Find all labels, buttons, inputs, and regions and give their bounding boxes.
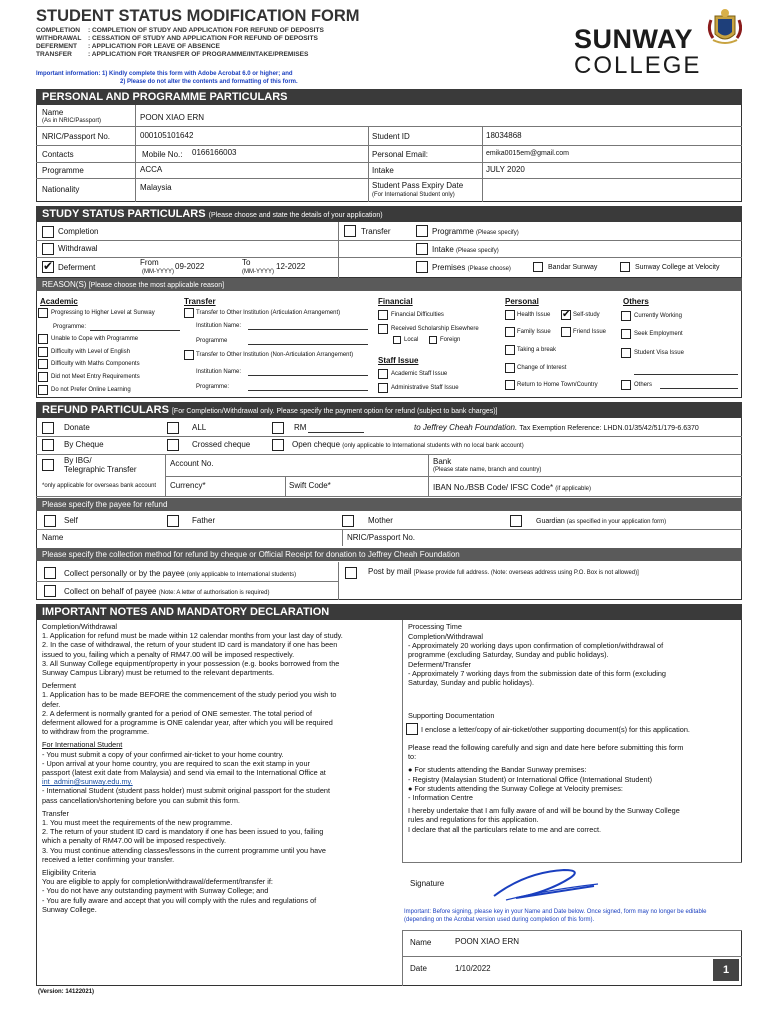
note-line: to withdraw from the programme. [42,727,150,737]
open-cheque-note: (only applicable to International students with no local bank account) [342,443,524,449]
staff-reason-2: Administrative Staff Issue [391,385,459,391]
programme-label-1: Programme [196,338,228,344]
intake-text: Intake [432,245,454,254]
note-line: 1. Application for refund must be made within 12 calendar months from your last day of study. [42,631,343,641]
friend-label: Friend Issue [573,329,607,335]
academic-checkbox-3[interactable] [38,347,48,357]
note-line: Saturday, Sunday and public holidays). [408,678,535,688]
employment-label: Seek Employment [634,331,683,337]
study-heading-note: (Please choose and state the details of your application) [208,212,383,219]
processing-title: Processing Time [408,622,462,631]
notes-heading: IMPORTANT NOTES AND MANDATORY DECLARATION [36,604,742,620]
employment-checkbox[interactable] [621,329,631,339]
signature-label: Signature [410,879,445,888]
all-checkbox[interactable] [167,422,179,434]
from-label: From [140,258,159,267]
note-heading: Eligibility Criteria [42,868,96,878]
interest-label: Change of Interest [517,365,567,371]
form-title: STUDENT STATUS MODIFICATION FORM [36,7,360,25]
reasons-heading-title: REASON(S) [42,280,87,289]
institution-label-1: Institution Name: [196,323,242,329]
academic-title: Academic [40,297,78,306]
guardian-checkbox[interactable] [510,515,522,527]
nationality-label: Nationality [42,185,80,194]
note-line: passport (latest exit date from Malaysia) and send via email to the International Office at [42,768,326,778]
definition-desc: : APPLICATION FOR LEAVE OF ABSENCE [88,43,220,50]
definition-term: DEFERMENT [36,43,78,50]
visa-label: Student Visa Issue [634,350,684,356]
health-checkbox[interactable] [505,310,515,320]
note-line: defer. [42,699,61,709]
logo-sunway: SUNWAY [574,24,694,54]
note-line: - You must submit a copy of your confirmed air-ticket to your home country. [42,749,284,759]
staff-title: Staff Issue [378,356,419,365]
from-field[interactable]: 09-2022 [175,262,205,271]
collect-behalf-note: (Note: A letter of authorisation is required) [158,590,270,596]
signature-important-1: Important: Before signing, please key in your Name and Date below. Once signed, form may no longer be editable [404,909,707,915]
bank-note: (Please state name, branch and country) [433,467,542,473]
academic-reason-4: Difficulty with Maths Components [51,361,140,367]
programme-label: Programme [42,166,84,175]
donate-checkbox[interactable] [42,422,54,434]
foundation-name: Jeffrey Cheah Foundation. [422,423,518,432]
crossed-cheque-checkbox[interactable] [167,439,179,451]
local-label: Local [404,337,419,343]
currency-label: Currency* [170,481,206,490]
transfer-checkbox[interactable] [344,225,356,237]
ibg-label-2: Telegraphic Transfer [64,465,137,474]
bandar-sunway-label: Bandar Sunway [548,264,598,271]
refund-heading-note: [For Completion/Withdrawal only. Please specify the payment option for refund (subject to bank charges)] [171,408,498,415]
transfer-programme-label [432,227,519,237]
note-heading: Completion/Withdrawal [42,622,118,631]
note-line: - You are fully aware and accept that you will comply with the rules and regulations of [42,895,317,905]
financial-reason-1: Financial Difficulties [391,312,444,318]
note-line: Sunway College. [42,904,97,914]
transfer-premises-label [432,263,511,273]
note-line: 3. All Sunway College equipment/property in your possession (e.g. books borrowed from the [42,658,340,668]
note-line: - Information Centre [408,793,473,803]
interest-checkbox[interactable] [505,363,515,373]
email-field[interactable]: emika0015em@gmail.com [486,150,569,157]
intake-checkbox[interactable] [416,243,428,255]
notes-left-column [42,622,398,914]
visa-checkbox[interactable] [621,348,631,358]
logo-college: COLLEGE [574,52,702,79]
hometown-label: Return to Home Town/Country [517,382,598,388]
collect-behalf-checkbox[interactable] [44,585,56,597]
academic-checkbox-1[interactable] [38,308,48,318]
academic-reason-5: Did not Meet Entry Requirements [51,374,140,380]
staff-checkbox-2[interactable] [378,383,388,393]
academic-programme-label: Programme: [53,324,87,330]
tax-reference: Tax Exemption Reference: LHDN.01/35/42/51/179-6.6370 [519,425,699,432]
mobile-label: Mobile No.: [142,150,183,159]
pass-expiry-sub: (For International Student only) [372,192,455,198]
supporting-label: I enclose a letter/copy of air-ticket/other supporting document(s) for this application. [421,725,690,734]
programme-text: Programme [432,227,474,236]
supporting-checkbox[interactable] [406,723,418,735]
collect-behalf-label [64,587,269,597]
note-line: 1. You must meet the requirements of the new programme. [42,818,233,828]
note-line: ● For students attending the Bandar Sunway premises: [408,765,587,775]
self-study-checkbox[interactable] [561,310,571,320]
iban-label [433,483,591,493]
note-line: I hereby undertake that I am fully aware of and will be bound by the Sunway College [408,806,680,816]
staff-checkbox-1[interactable] [378,369,388,379]
foreign-label: Foreign [440,337,461,343]
programme-note: (Please specify) [476,230,519,236]
payee-nric-label: NRIC/Passport No. [347,533,416,542]
guardian-note: (as specified in your application form) [566,519,667,525]
transfer-reason-2: Transfer to Other Institution (Non-Articulation Arrangement) [196,352,354,358]
name-field[interactable]: POON XIAO ERN [140,113,205,122]
rm-checkbox[interactable] [272,422,284,434]
financial-reason-2: Received Scholarship Elsewhere [391,326,479,332]
decl-name-field[interactable]: POON XIAO ERN [455,937,520,946]
financial-title: Financial [378,297,413,306]
velocity-checkbox[interactable] [620,262,630,272]
others-title: Others [623,297,649,306]
definition-desc: : COMPLETION OF STUDY AND APPLICATION FOR REFUND OF DEPOSITS [88,27,324,34]
checkmark-icon: ✔ [562,309,571,320]
donate-to [414,423,699,433]
student-id-field[interactable]: 18034868 [486,131,522,140]
note-line: I declare that all the particulars relate to me and are correct. [408,824,602,834]
post-mail-text: Post by mail [368,567,412,576]
personal-reason-title: Personal [505,297,539,306]
mobile-field[interactable]: 0166166003 [192,148,237,157]
note-line: ● For students attending the Sunway College at Velocity premises: [408,783,623,793]
ibg-note: *only applicable for overseas bank account [42,483,157,489]
family-label: Family Issue [517,329,551,335]
personal-heading: PERSONAL AND PROGRAMME PARTICULARS [36,89,742,105]
note-heading: Transfer [42,808,69,818]
transfer-reason-1: Transfer to Other Institution (Articulation Arrangement) [196,310,341,316]
withdrawal-label: Withdrawal [58,244,98,253]
all-label: ALL [192,423,207,432]
intake-note: (Please specify) [456,248,499,254]
note-heading: For International Student [42,740,123,750]
study-heading [36,206,742,222]
note-line: Please read the following carefully and sign and date here before submitting this form [408,743,684,752]
payee-name-label: Name [42,533,64,542]
programme-checkbox[interactable] [416,225,428,237]
note-line: received a letter confirming your transfer. [42,854,175,864]
donate-to-label: to [414,423,421,432]
withdrawal-checkbox[interactable] [42,243,54,255]
self-label: Self [64,516,78,525]
version-label: (Version: 14122021) [38,989,95,995]
post-mail-note: [Please provide full address. (Note: overseas address using P.O. Box is not allowed)] [413,570,639,576]
collect-personally-text: Collect personally or by the payee [64,569,185,578]
programme-label-2: Programme: [196,384,230,390]
ibg-label-1: By IBG/ [64,456,92,465]
to-format: (MM-YYYY) [242,269,274,275]
definition-row [36,51,324,59]
post-mail-label [368,567,639,577]
premises-note: (Please choose) [467,266,511,272]
reasons-heading [36,278,742,291]
father-checkbox[interactable] [167,515,179,527]
decl-name-label: Name [410,938,432,947]
definition-row [36,27,324,35]
checkmark-icon: ✔ [43,259,54,273]
family-checkbox[interactable] [505,327,515,337]
intake-label: Intake [372,166,394,175]
velocity-label: Sunway College at Velocity [635,264,720,271]
payee-heading: Please specify the payee for refund [36,498,742,511]
transfer-intake-label [432,245,499,255]
account-label: Account No. [170,459,214,468]
note-line: - Registry (Malaysian Student) or International Office (International Student) [408,774,653,784]
note-line: 3. You must continue attending classes/lessons in the current programme until you have [42,845,326,855]
cheque-checkbox[interactable] [42,439,54,451]
pass-expiry-label: Student Pass Expiry Date [372,181,464,190]
supporting-title: Supporting Documentation [408,711,495,720]
post-mail-checkbox[interactable] [345,567,357,579]
note-line: programme (excluding Saturday, Sunday and public holidays). [408,650,609,660]
note-heading: Completion/Withdrawal [408,632,484,641]
staff-reason-1: Academic Staff Issue [391,371,448,377]
refund-heading-title: REFUND PARTICULARS [42,404,169,416]
signature-image [486,862,606,906]
donate-label: Donate [64,423,90,432]
self-study-label: Self-study [573,312,600,318]
academic-checkbox-4[interactable] [38,359,48,369]
page-number: 1 [713,959,739,981]
crossed-cheque-label: Crossed cheque [192,440,251,449]
cheque-label: By Cheque [64,440,104,449]
academic-checkbox-6[interactable] [38,385,48,395]
definition-term: COMPLETION [36,27,80,34]
intake-field[interactable]: JULY 2020 [486,165,525,174]
collect-personally-label [64,569,296,579]
note-line: issued to you, failing which a penalty of RM47.00 will be imposed respectively. [42,649,295,659]
to-field[interactable]: 12-2022 [276,262,306,271]
important-info-2: 2) Please do not alter the contents and formatting of this form. [120,79,298,85]
others-checkbox[interactable] [621,380,631,390]
study-heading-title: STUDY STATUS PARTICULARS [42,208,206,220]
local-checkbox[interactable] [393,336,401,344]
collect-personally-note: (only applicable to International students) [186,572,297,578]
institution-label-2: Institution Name: [196,369,242,375]
note-line: 1. Application has to be made BEFORE the commencement of the study period you wish to [42,690,337,700]
foreign-checkbox[interactable] [429,336,437,344]
definitions [36,27,324,59]
bank-label: Bank [433,457,452,466]
programme-field[interactable]: ACCA [140,165,163,174]
others-label: Others [634,382,653,388]
decl-date-label: Date [410,964,427,973]
open-cheque-checkbox[interactable] [272,439,284,451]
collect-behalf-text: Collect on behalf of payee [64,587,157,596]
break-checkbox[interactable] [505,345,515,355]
completion-checkbox[interactable] [42,226,54,238]
academic-reason-6: Do not Prefer Online Learning [51,387,131,393]
deferment-label: Deferment [58,263,96,272]
hometown-checkbox[interactable] [505,380,515,390]
reasons-heading-note: [Please choose the most applicable reason] [88,282,225,289]
father-label: Father [192,516,216,525]
nric-field[interactable]: 000105101642 [140,131,194,140]
financial-checkbox-2[interactable] [378,324,388,334]
academic-checkbox-5[interactable] [38,372,48,382]
deferment-checkbox[interactable] [42,261,54,273]
to-label: To [242,258,251,267]
iban-text: IBAN No./BSB Code/ IFSC Code* [433,483,554,492]
note-line: You are eligible to apply for completion/withdrawal/deferment/transfer if: [42,877,273,887]
swift-label: Swift Code* [289,481,331,490]
note-line: - Approximately 7 working days from the submission date of this form (excluding [408,668,666,678]
working-label: Currently Working [634,313,682,319]
collect-personally-checkbox[interactable] [44,567,56,579]
signature-important-2: (depending on the Acrobat version used during completion of this form). [404,917,595,923]
college-logo [572,6,742,84]
transfer-reason-title: Transfer [184,297,216,306]
academic-reason-2: Unable to Cope with Programme [51,336,139,342]
academic-reason-3: Difficulty with Level of English [51,349,130,355]
ibg-checkbox[interactable] [42,459,54,471]
open-cheque-text: Open cheque [292,440,341,449]
working-checkbox[interactable] [621,311,631,321]
note-line: rules and regulations for this application. [408,815,539,825]
note-heading: Deferment/Transfer [408,659,471,669]
collect-heading: Please specify the collection method for refund by cheque or Official Receipt for donation to Jeffrey Cheah Foundation [36,548,742,561]
important-info-1: Important information: 1) Kindly complete this form with Adobe Acrobat 6.0 or higher; and [36,71,293,77]
premises-checkbox[interactable] [416,261,428,273]
note-line: 2. A deferment is normally granted for a period of ONE semester. The total period of [42,708,312,718]
financial-checkbox-1[interactable] [378,310,388,320]
iban-note: (if applicable) [555,486,591,492]
student-id-label: Student ID [372,132,410,141]
definition-desc: : CESSATION OF STUDY AND APPLICATION FOR REFUND OF DEPOSITS [88,35,318,42]
completion-label: Completion [58,227,99,236]
guardian-label [536,517,666,526]
transfer-reason-checkbox-2[interactable] [184,350,194,360]
note-line: Sunway Campus Library) must be returned to the relevant departments. [42,668,274,678]
reasons-section [36,278,742,398]
transfer-reason-checkbox-1[interactable] [184,308,194,318]
break-label: Taking a break [517,347,557,353]
friend-checkbox[interactable] [561,327,571,337]
mother-label: Mother [368,516,393,525]
nationality-field[interactable]: Malaysia [140,183,172,192]
rm-label: RM [294,423,307,432]
note-line: - Approximately 20 working days upon confirmation of completion/withdrawal of [408,641,664,651]
nric-label: NRIC/Passport No. [42,132,111,141]
open-cheque-label [292,440,524,450]
definition-row [36,35,324,43]
email-link[interactable]: int_admin@sunway.edu.my. [42,777,133,787]
health-label: Health Issue [517,312,551,318]
note-line: - International Student (student pass holder) must submit original passport for the student [42,786,330,796]
definition-term: TRANSFER [36,51,72,58]
premises-text: Premises [432,263,466,272]
note-heading: Deferment [42,681,77,691]
name-label: Name [42,108,64,117]
note-line: 2. In the case of withdrawal, the return of your student ID card is mandatory if one has been [42,640,338,650]
email-label: Personal Email: [372,150,429,159]
note-line: - Upon arrival at your home country, you are required to scan the exit stamp in your [42,758,310,768]
transfer-label: Transfer [361,227,391,236]
refund-heading [36,402,742,418]
note-line: pass cancellation/shortening before you can submit this form. [42,795,240,805]
name-sub-label: (As in NRIC/Passport) [42,118,102,124]
from-format: (MM-YYYY) [142,269,174,275]
note-line: - You do not have any outstanding payment with Sunway College; and [42,886,269,896]
mother-checkbox[interactable] [342,515,354,527]
decl-date-field[interactable]: 1/10/2022 [455,964,491,973]
note-line: which a penalty of RM47.00 will be imposed respectively. [42,836,226,846]
declaration-list [408,743,738,834]
note-line: deferment allowed for a programme is ONE calendar year, after which you will be required [42,718,333,728]
guardian-text: Guardian [536,518,565,525]
note-line: 2. The return of your student ID card is mandatory if one has been issued to you, failing [42,827,324,837]
bandar-sunway-checkbox[interactable] [533,262,543,272]
contacts-label: Contacts [42,150,74,159]
self-checkbox[interactable] [44,515,56,527]
processing-list [408,632,738,687]
academic-reason-1: Progressing to Higher Level at Sunway [51,310,155,316]
definition-row [36,43,324,51]
note-line: to: [408,752,417,762]
definition-term: WITHDRAWAL [36,35,82,42]
definition-desc: : APPLICATION FOR TRANSFER OF PROGRAMME/INTAKE/PREMISES [88,51,309,58]
academic-checkbox-2[interactable] [38,334,48,344]
